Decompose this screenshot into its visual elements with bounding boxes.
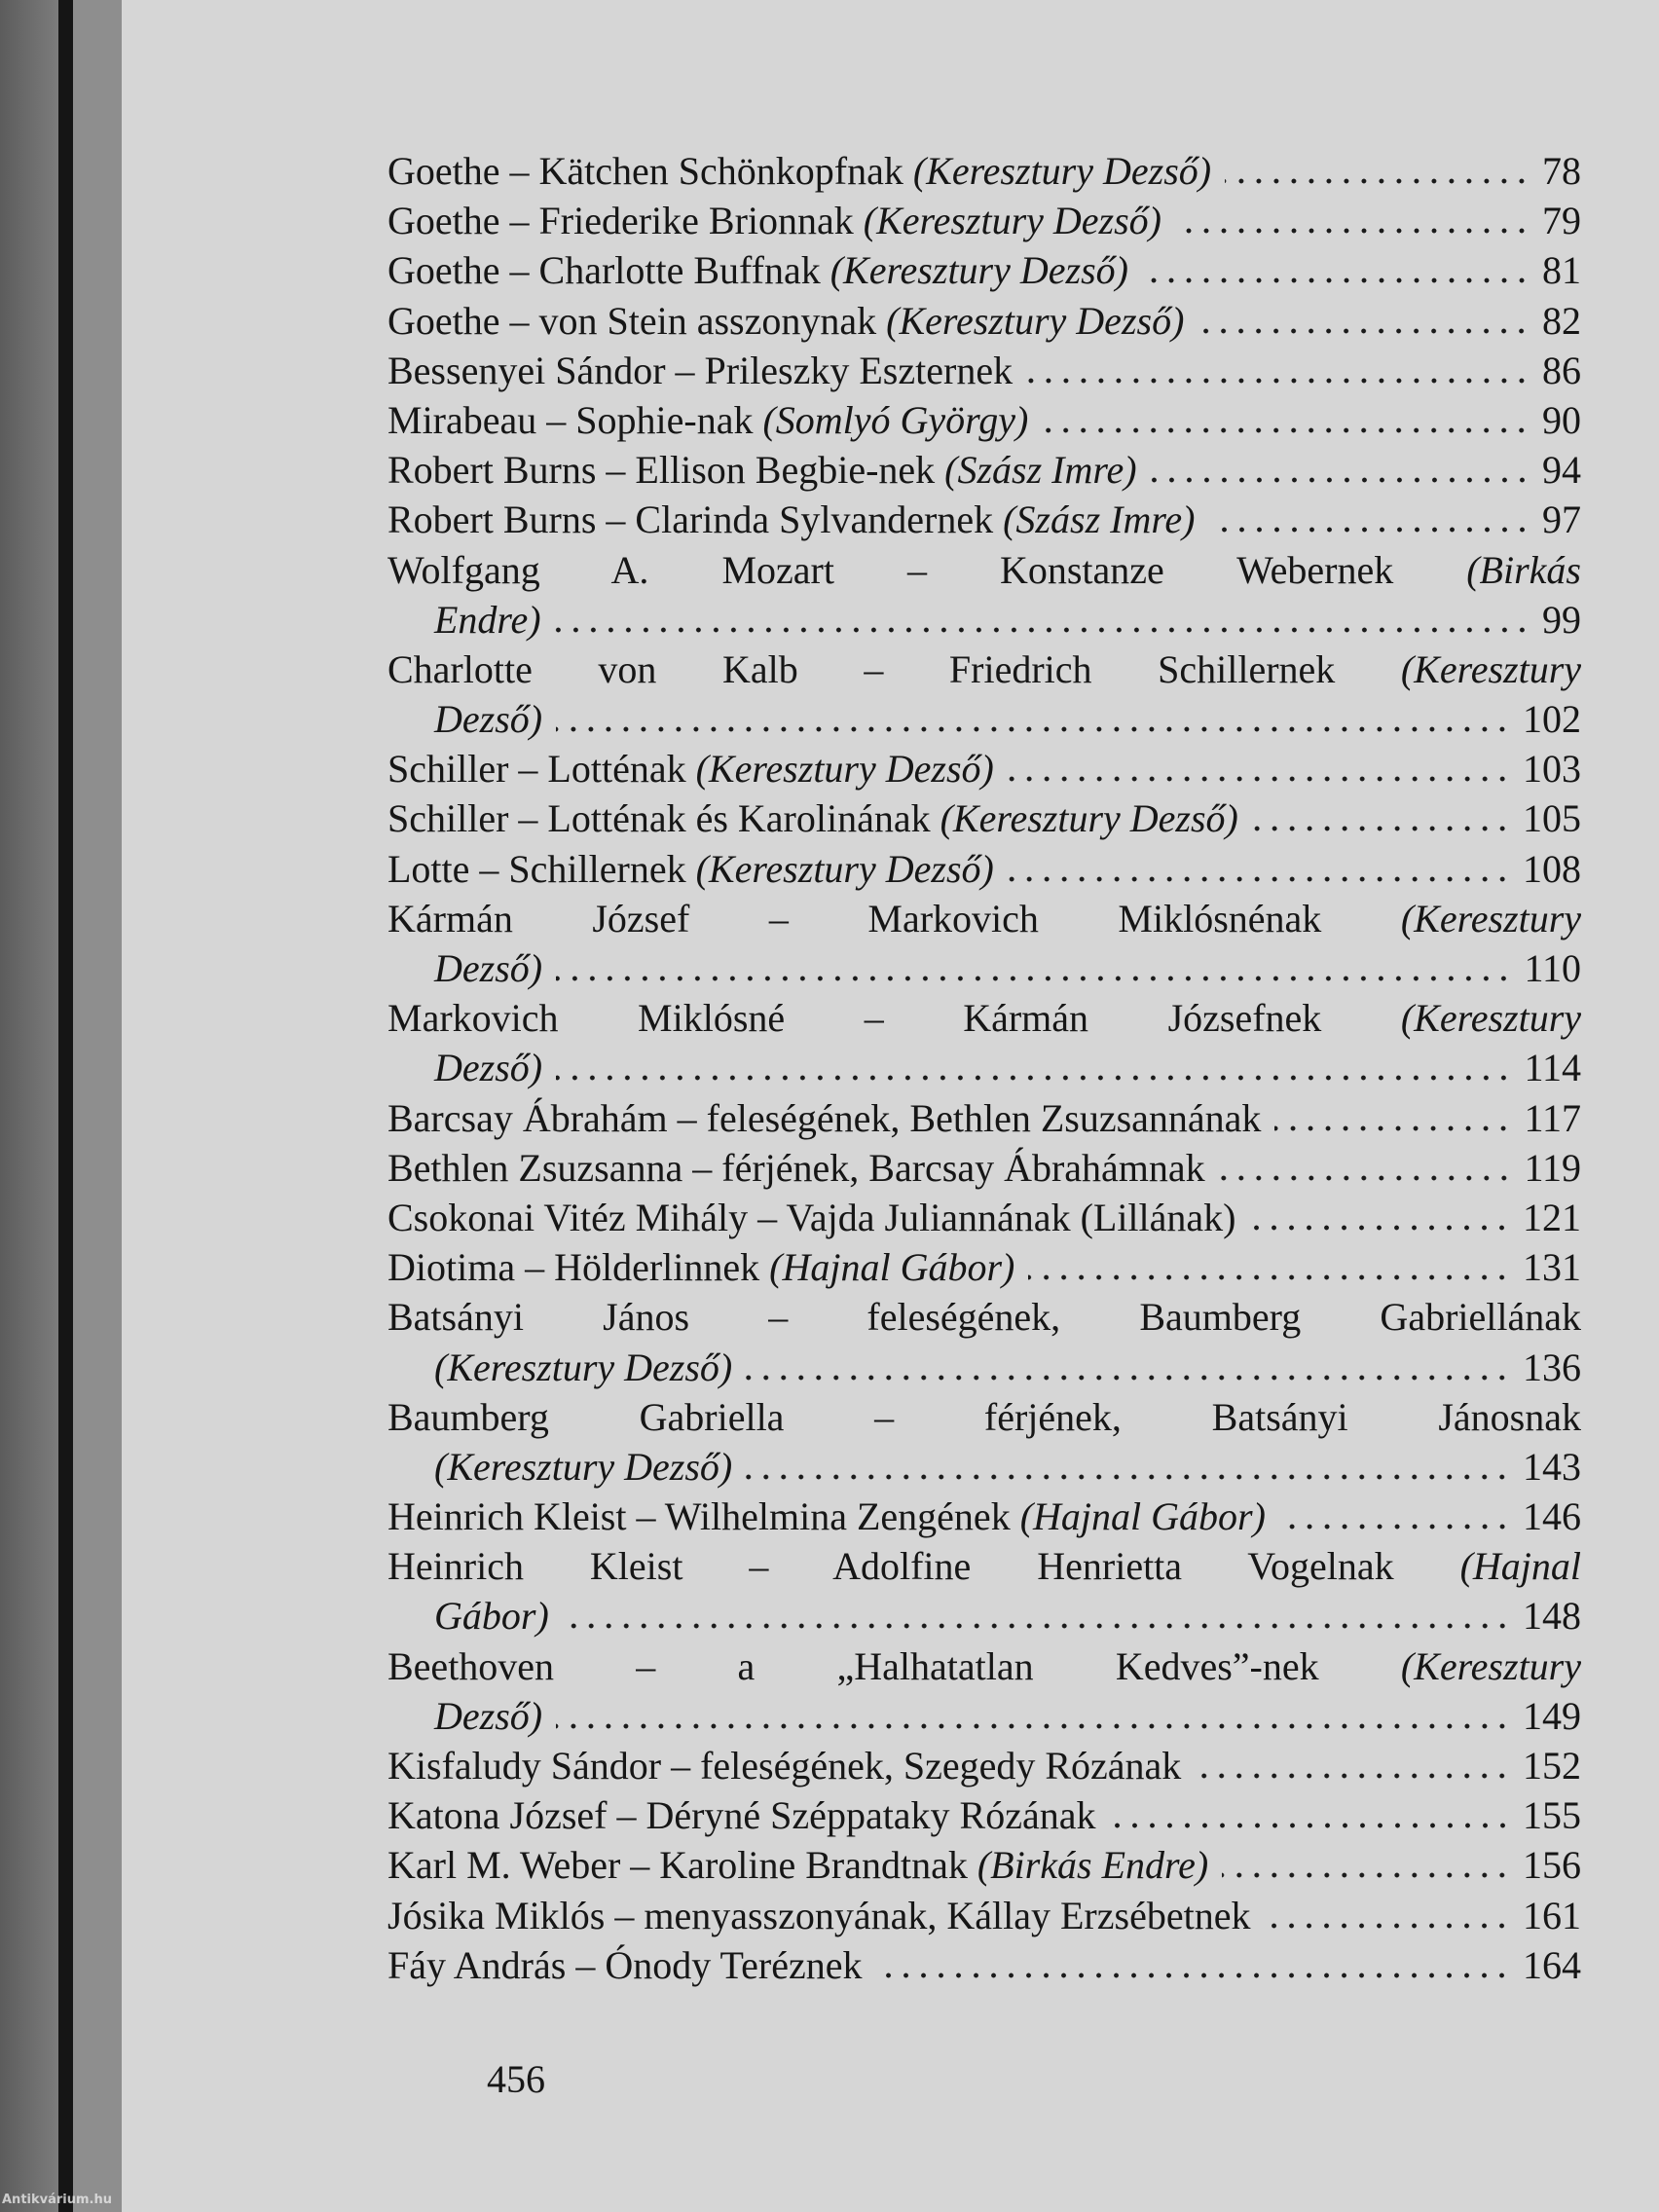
toc-entry-line [387,694,1581,744]
toc-entry [387,894,1581,993]
entry-title: Jósika Miklós – menyasszonyának, Kállay Erzsébetnek [387,1893,1251,1937]
toc-entry [387,1940,1581,1990]
toc-entry-line [387,1741,1581,1790]
entry-translator-continued: Dezső) [434,946,543,990]
entry-title: Beethoven – a „Halhatatlan Kedves”-nek [387,1643,1319,1688]
dot-leader [555,627,1530,633]
entry-translator: (Keresztury [1400,646,1582,691]
toc-entry [387,196,1581,245]
toc-entry-line [387,1143,1581,1193]
toc-entry [387,744,1581,793]
toc-entry [387,844,1581,894]
entry-title: Lotte – Schillernek [387,846,686,891]
entry-title: Batsányi János – feleségének, Baumberg Gabriellának [387,1295,1581,1340]
entry-translator-continued: (Keresztury Dezső) [434,1345,733,1389]
toc-entry-line [387,395,1581,445]
entry-translator: (Birkás Endre) [977,1843,1209,1888]
entry-title: Heinrich Kleist – Adolfine Henrietta Vogelnak [387,1544,1394,1589]
toc-entry-line [387,1093,1581,1143]
toc-entry-line [387,296,1581,346]
toc-entry [387,1093,1581,1143]
entry-title: Kisfaludy Sándor – feleségének, Szegedy Rózának [387,1744,1182,1788]
toc-entry [387,1840,1581,1890]
toc-entry-line [387,1043,1581,1092]
toc-entry-line [387,1541,1581,1591]
toc-entry-line [387,1591,1581,1641]
entry-page-number: 102 [1523,697,1581,742]
toc-entry-line [387,1193,1581,1242]
entry-title: Heinrich Kleist – Wilhelmina Zengének [387,1494,1011,1539]
entry-translator: (Hajnal Gábor) [769,1245,1015,1290]
entry-title: Robert Burns – Clarinda Sylvandernek [387,498,994,542]
toc-entry-line [387,1940,1581,1990]
entry-page-number: 108 [1523,846,1581,891]
dot-leader [1198,328,1530,334]
toc-entry [387,1193,1581,1242]
entry-page-number: 90 [1542,397,1581,442]
dot-leader [563,1623,1511,1629]
entry-page-number: 136 [1523,1345,1581,1389]
toc-entry [387,1641,1581,1741]
toc-entry [387,1891,1581,1940]
entry-title: Schiller – Lotténak és Karolinának [387,796,931,841]
entry-translator: (Somlyó György) [762,397,1029,442]
entry-page-number: 117 [1524,1095,1581,1140]
dot-leader [556,726,1511,732]
entry-page-number: 81 [1542,248,1581,293]
toc-entry-line [387,445,1581,495]
toc-entry-line [387,793,1581,843]
entry-translator-continued: (Keresztury Dezső) [434,1444,733,1489]
entry-page-number: 110 [1524,946,1581,990]
entry-translator: (Szász Imre) [1003,498,1196,542]
dot-leader [1279,1524,1511,1530]
dot-leader [1175,228,1530,234]
book-binding-edge [0,0,122,2212]
dot-leader [1008,776,1511,782]
dot-leader [1008,876,1511,882]
entry-title: Katona József – Déryné Széppataky Rózának [387,1793,1096,1838]
toc-entry-line [387,1292,1581,1342]
toc-entry-line [387,993,1581,1043]
entry-title: Wolfgang A. Mozart – Konstanze Webernek [387,547,1394,592]
entry-translator: (Keresztury [1400,1643,1581,1688]
entry-translator: (Hajnal [1459,1544,1582,1589]
entry-translator-continued: Endre) [434,597,541,642]
toc-entry-line [387,1891,1581,1940]
entry-title: Mirabeau – Sophie-nak [387,397,754,442]
entry-page-number: 149 [1523,1693,1581,1738]
dot-leader [1110,1823,1512,1828]
entry-translator-continued: Dezső) [434,1693,543,1738]
entry-title: Bethlen Zsuzsanna – férjének, Barcsay Ábrahámnak [387,1145,1205,1190]
dot-leader [1274,1125,1512,1131]
dot-leader [1219,1175,1513,1181]
toc-entry [387,1143,1581,1193]
dot-leader [1225,178,1530,184]
dot-leader [556,976,1512,981]
entry-page-number: 114 [1524,1046,1581,1090]
toc-entry [387,1392,1581,1492]
toc-entry [387,395,1581,445]
toc-entry [387,146,1581,196]
entry-title: Goethe – Charlotte Buffnak [387,248,821,293]
dot-leader [875,1972,1511,1978]
toc-entry [387,296,1581,346]
entry-page-number: 131 [1523,1245,1581,1290]
toc-entry [387,1292,1581,1391]
toc-entry-line [387,595,1581,645]
toc-entry-line [387,1442,1581,1492]
toc-entry-line [387,943,1581,993]
entry-title: Markovich Miklósné – Kármán Józsefnek [387,996,1322,1041]
dot-leader [556,1723,1511,1729]
entry-translator: (Keresztury Dezső) [863,199,1161,243]
dot-leader [1252,826,1511,831]
entry-title: Barcsay Ábrahám – feleségének, Bethlen Zsuzsannának [387,1095,1262,1140]
toc-entry-line [387,844,1581,894]
toc-entry-line [387,645,1581,694]
toc-entry-line [387,1840,1581,1890]
entry-page-number: 86 [1542,348,1581,392]
table-of-contents [387,146,1581,1990]
entry-translator: (Keresztury Dezső) [912,149,1212,193]
entry-translator-continued: Gábor) [434,1594,549,1639]
entry-page-number: 161 [1523,1893,1581,1937]
entry-title: Robert Burns – Ellison Begbie-nek [387,448,936,493]
toc-entry [387,545,1581,645]
entry-page-number: 79 [1542,199,1581,243]
binding-shadow [0,0,58,2212]
entry-title: Bessenyei Sándor – Prileszky Eszternek [387,348,1014,392]
toc-entry [387,346,1581,395]
entry-page-number: 146 [1523,1494,1581,1539]
toc-entry-line [387,1492,1581,1541]
toc-entry-line [387,744,1581,793]
entry-page-number: 156 [1523,1843,1581,1888]
toc-entry [387,245,1581,295]
toc-entry [387,645,1581,744]
entry-title: Karl M. Weber – Karoline Brandtnak [387,1843,968,1888]
toc-entry-line [387,1790,1581,1840]
binding-gutter [58,0,73,2212]
toc-entry-line [387,1343,1581,1392]
toc-entry-line [387,894,1581,943]
entry-title: Diotima – Hölderlinnek [387,1245,760,1290]
dot-leader [1042,427,1530,433]
dot-leader [1209,527,1531,533]
entry-translator: (Hajnal Gábor) [1019,1494,1266,1539]
entry-page-number: 148 [1523,1594,1581,1639]
dot-leader [1222,1872,1511,1878]
toc-entry-line [387,146,1581,196]
toc-entry [387,1541,1581,1641]
dot-leader [746,1375,1511,1381]
dot-leader [1028,1274,1511,1280]
entry-page-number: 94 [1542,448,1581,493]
entry-translator-continued: Dezső) [434,697,543,742]
entry-title: Fáy András – Ónody Teréznek [387,1942,863,1987]
toc-entry [387,1741,1581,1790]
entry-page-number: 152 [1523,1744,1581,1788]
entry-page-number: 78 [1542,149,1581,193]
binding-page-edge [73,0,122,2212]
page-number: 456 [487,2057,545,2101]
toc-entry [387,1242,1581,1292]
entry-translator: (Szász Imre) [944,448,1137,493]
entry-title: Goethe – Kätchen Schönkopfnak [387,149,903,193]
entry-page-number: 103 [1523,747,1581,792]
toc-entry-line [387,1242,1581,1292]
toc-entry-line [387,1691,1581,1741]
toc-entry-line [387,1392,1581,1442]
entry-title: Goethe – von Stein asszonynak [387,298,877,343]
dot-leader [1249,1225,1511,1231]
toc-entry [387,1790,1581,1840]
entry-translator: (Keresztury Dezső) [886,298,1185,343]
entry-page-number: 143 [1523,1444,1581,1489]
toc-entry-line [387,245,1581,295]
dot-leader [1142,277,1530,283]
entry-page-number: 97 [1542,498,1581,542]
toc-entry [387,445,1581,495]
entry-translator: (Birkás [1466,547,1581,592]
dot-leader [1264,1923,1511,1929]
dot-leader [1026,378,1530,384]
entry-page-number: 82 [1542,298,1581,343]
entry-translator: (Keresztury Dezső) [830,248,1128,293]
entry-page-number: 155 [1523,1793,1581,1838]
entry-page-number: 119 [1524,1145,1581,1190]
entry-translator: (Keresztury Dezső) [695,747,994,792]
entry-translator: (Keresztury Dezső) [940,796,1238,841]
entry-title: Goethe – Friederike Brionnak [387,199,854,243]
dot-leader [556,1075,1512,1081]
entry-title: Baumberg Gabriella – férjének, Batsányi Jánosnak [387,1394,1581,1439]
toc-entry [387,1492,1581,1541]
toc-entry [387,793,1581,843]
toc-entry [387,495,1581,544]
toc-entry [387,993,1581,1092]
entry-page-number: 164 [1523,1942,1581,1987]
entry-title: Charlotte von Kalb – Friedrich Schillernek [387,646,1336,691]
entry-translator: (Keresztury Dezső) [695,846,994,891]
entry-page-number: 99 [1542,597,1581,642]
dot-leader [1151,477,1530,483]
entry-title: Schiller – Lotténak [387,747,686,792]
entry-translator: (Keresztury [1400,896,1582,940]
toc-entry-line [387,196,1581,245]
dot-leader [746,1474,1511,1480]
entry-translator-continued: Dezső) [434,1046,543,1090]
entry-title: Kármán József – Markovich Miklósnénak [387,896,1322,940]
watermark: Antikvárium.hu [2,2193,112,2207]
toc-entry-line [387,545,1581,595]
toc-entry-line [387,495,1581,544]
toc-entry-line [387,346,1581,395]
entry-title: Csokonai Vitéz Mihály – Vajda Juliannának (Lillának) [387,1195,1236,1239]
toc-entry-line [387,1641,1581,1691]
entry-page-number: 105 [1523,796,1581,841]
entry-page-number: 121 [1523,1195,1581,1239]
entry-translator: (Keresztury [1400,996,1582,1041]
dot-leader [1195,1773,1511,1779]
